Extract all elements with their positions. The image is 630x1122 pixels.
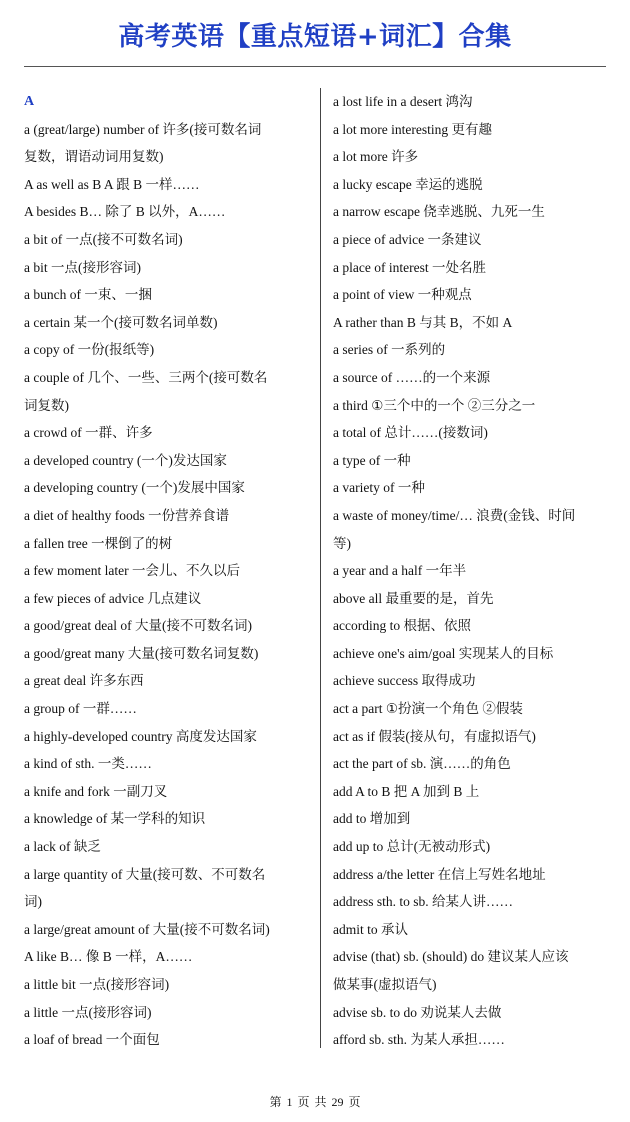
- vocab-line: a little bit 一点(接形容词): [24, 977, 170, 992]
- vocab-line: address sth. to sb. 给某人讲……: [333, 894, 513, 910]
- vocab-line: add to 增加到: [333, 811, 411, 827]
- vocab-line: a group of 一群……: [24, 701, 137, 717]
- vocab-line: 复数，谓语动词用复数): [24, 149, 164, 165]
- vocab-line: act a part ①扮演一个角色 ②假装: [333, 701, 523, 717]
- left-column: [24, 88, 308, 1054]
- vocab-line: a waste of money/time/… 浪费(金钱、时间: [333, 507, 576, 523]
- vocab-line: a bit of 一点(接不可数名词): [24, 231, 183, 247]
- vocab-line: a developed country (一个)发达国家: [24, 452, 227, 468]
- vocab-line: a diet of healthy foods 一份营养食谱: [24, 507, 230, 523]
- vocab-line: a third ①三个中的一个 ②三分之一: [333, 397, 536, 413]
- section-letter: A: [24, 94, 35, 109]
- vocab-line: a copy of 一份(报纸等): [24, 342, 155, 358]
- vocab-line: above all 最重要的是，首先: [333, 590, 494, 606]
- vocab-line: a series of 一系列的: [333, 342, 446, 358]
- vocab-line: a good/great many 大量(接可数名词复数): [24, 645, 259, 661]
- vocab-line: A besides B… 除了 B 以外，A……: [24, 204, 226, 220]
- vocab-line: 做某事(虚拟语气): [333, 977, 437, 992]
- vocab-line: add up to 总计(无被动形式): [333, 839, 491, 855]
- vocab-line: achieve one's aim/goal 实现某人的目标: [333, 645, 554, 661]
- vocab-line: advise (that) sb. (should) do 建议某人应该: [333, 949, 569, 965]
- footer-page-number: 1: [286, 1095, 293, 1109]
- vocab-line: a year and a half 一年半: [333, 563, 467, 579]
- vocab-line: a kind of sth. 一类……: [24, 756, 152, 772]
- footer-prefix: 第: [269, 1095, 282, 1109]
- vocab-line: a knife and fork 一副刀叉: [24, 783, 168, 799]
- vocab-line: a large/great amount of 大量(接不可数名词): [24, 921, 270, 937]
- vocab-line: a few moment later 一会儿、不久以后: [24, 563, 240, 579]
- page-title: 高考英语【重点短语+词汇】合集: [118, 22, 512, 52]
- vocab-line: a knowledge of 某一学科的知识: [24, 811, 206, 827]
- footer-total-pages: 29: [331, 1095, 344, 1109]
- vocab-line: 等): [333, 535, 351, 551]
- vocab-line: act the part of sb. 演……的角色: [333, 756, 511, 772]
- vocab-line: admit to 承认: [333, 921, 408, 937]
- vocab-line: achieve success 取得成功: [333, 673, 476, 689]
- vocab-line: a bit 一点(接形容词): [24, 259, 141, 275]
- vocab-line: a piece of advice 一条建议: [333, 231, 482, 247]
- vocab-line: advise sb. to do 劝说某人去做: [333, 1004, 502, 1020]
- right-column: [333, 88, 617, 1054]
- vocab-line: A as well as B A 跟 B 一样……: [24, 176, 200, 192]
- vocab-line: A like B… 像 B 一样，A……: [24, 949, 193, 965]
- footer-total-label: 共: [314, 1095, 327, 1109]
- vocab-line: a little 一点(接形容词): [24, 1004, 152, 1020]
- vocab-line: a lot more 许多: [333, 149, 419, 165]
- vocab-line: a few pieces of advice 几点建议: [24, 590, 202, 606]
- footer-page-unit: 页: [297, 1095, 310, 1109]
- vocab-line: 词): [24, 894, 42, 910]
- vocab-line: a source of ……的一个来源: [333, 369, 491, 385]
- vocab-line: a large quantity of 大量(接可数、不可数名: [24, 866, 266, 882]
- vocab-line: a couple of 几个、一些、三两个(接可数名: [24, 369, 268, 385]
- footer-total-unit: 页: [348, 1095, 361, 1109]
- vocab-line: a fallen tree 一棵倒了的树: [24, 535, 173, 551]
- vocab-line: a highly-developed country 高度发达国家: [24, 728, 257, 744]
- vocab-line: a type of 一种: [333, 452, 411, 468]
- vocab-line: a narrow escape 侥幸逃脱、九死一生: [333, 204, 545, 220]
- vocab-line: act as if 假装(接从句，有虚拟语气): [333, 728, 536, 744]
- vocab-line: a place of interest 一处名胜: [333, 259, 486, 275]
- vocab-line: address a/the letter 在信上写姓名地址: [333, 866, 546, 882]
- vocab-line: according to 根据、依照: [333, 618, 471, 634]
- vocab-line: a crowd of 一群、许多: [24, 425, 153, 441]
- vocab-line: A rather than B 与其 B，不如 A: [333, 314, 513, 330]
- page-footer: [0, 1093, 630, 1110]
- vocab-line: a lot more interesting 更有趣: [333, 121, 492, 137]
- vocab-line: a loaf of bread 一个面包: [24, 1032, 160, 1048]
- vocab-line: a lucky escape 幸运的逃脱: [333, 176, 483, 192]
- vocab-line: a (great/large) number of 许多(接可数名词: [24, 121, 262, 137]
- vocab-line: afford sb. sth. 为某人承担……: [333, 1032, 505, 1048]
- vocab-line: a point of view 一种观点: [333, 287, 472, 303]
- vocab-line: a developing country (一个)发展中国家: [24, 480, 245, 496]
- column-divider: [320, 88, 321, 1048]
- vocab-line: add A to B 把 A 加到 B 上: [333, 783, 480, 799]
- title-rule: [24, 66, 606, 67]
- vocab-line: a good/great deal of 大量(接不可数名词): [24, 618, 252, 634]
- vocab-line: a great deal 许多东西: [24, 673, 144, 689]
- vocab-line: a variety of 一种: [333, 480, 425, 496]
- vocab-line: a total of 总计……(接数词): [333, 425, 488, 441]
- vocab-line: a bunch of 一束、一捆: [24, 287, 152, 303]
- vocab-line: a lost life in a desert 鸿沟: [333, 94, 473, 109]
- vocab-line: a lack of 缺乏: [24, 839, 101, 855]
- vocab-line: a certain 某一个(接可数名词单数): [24, 314, 218, 330]
- vocab-line: 词复数): [24, 397, 69, 413]
